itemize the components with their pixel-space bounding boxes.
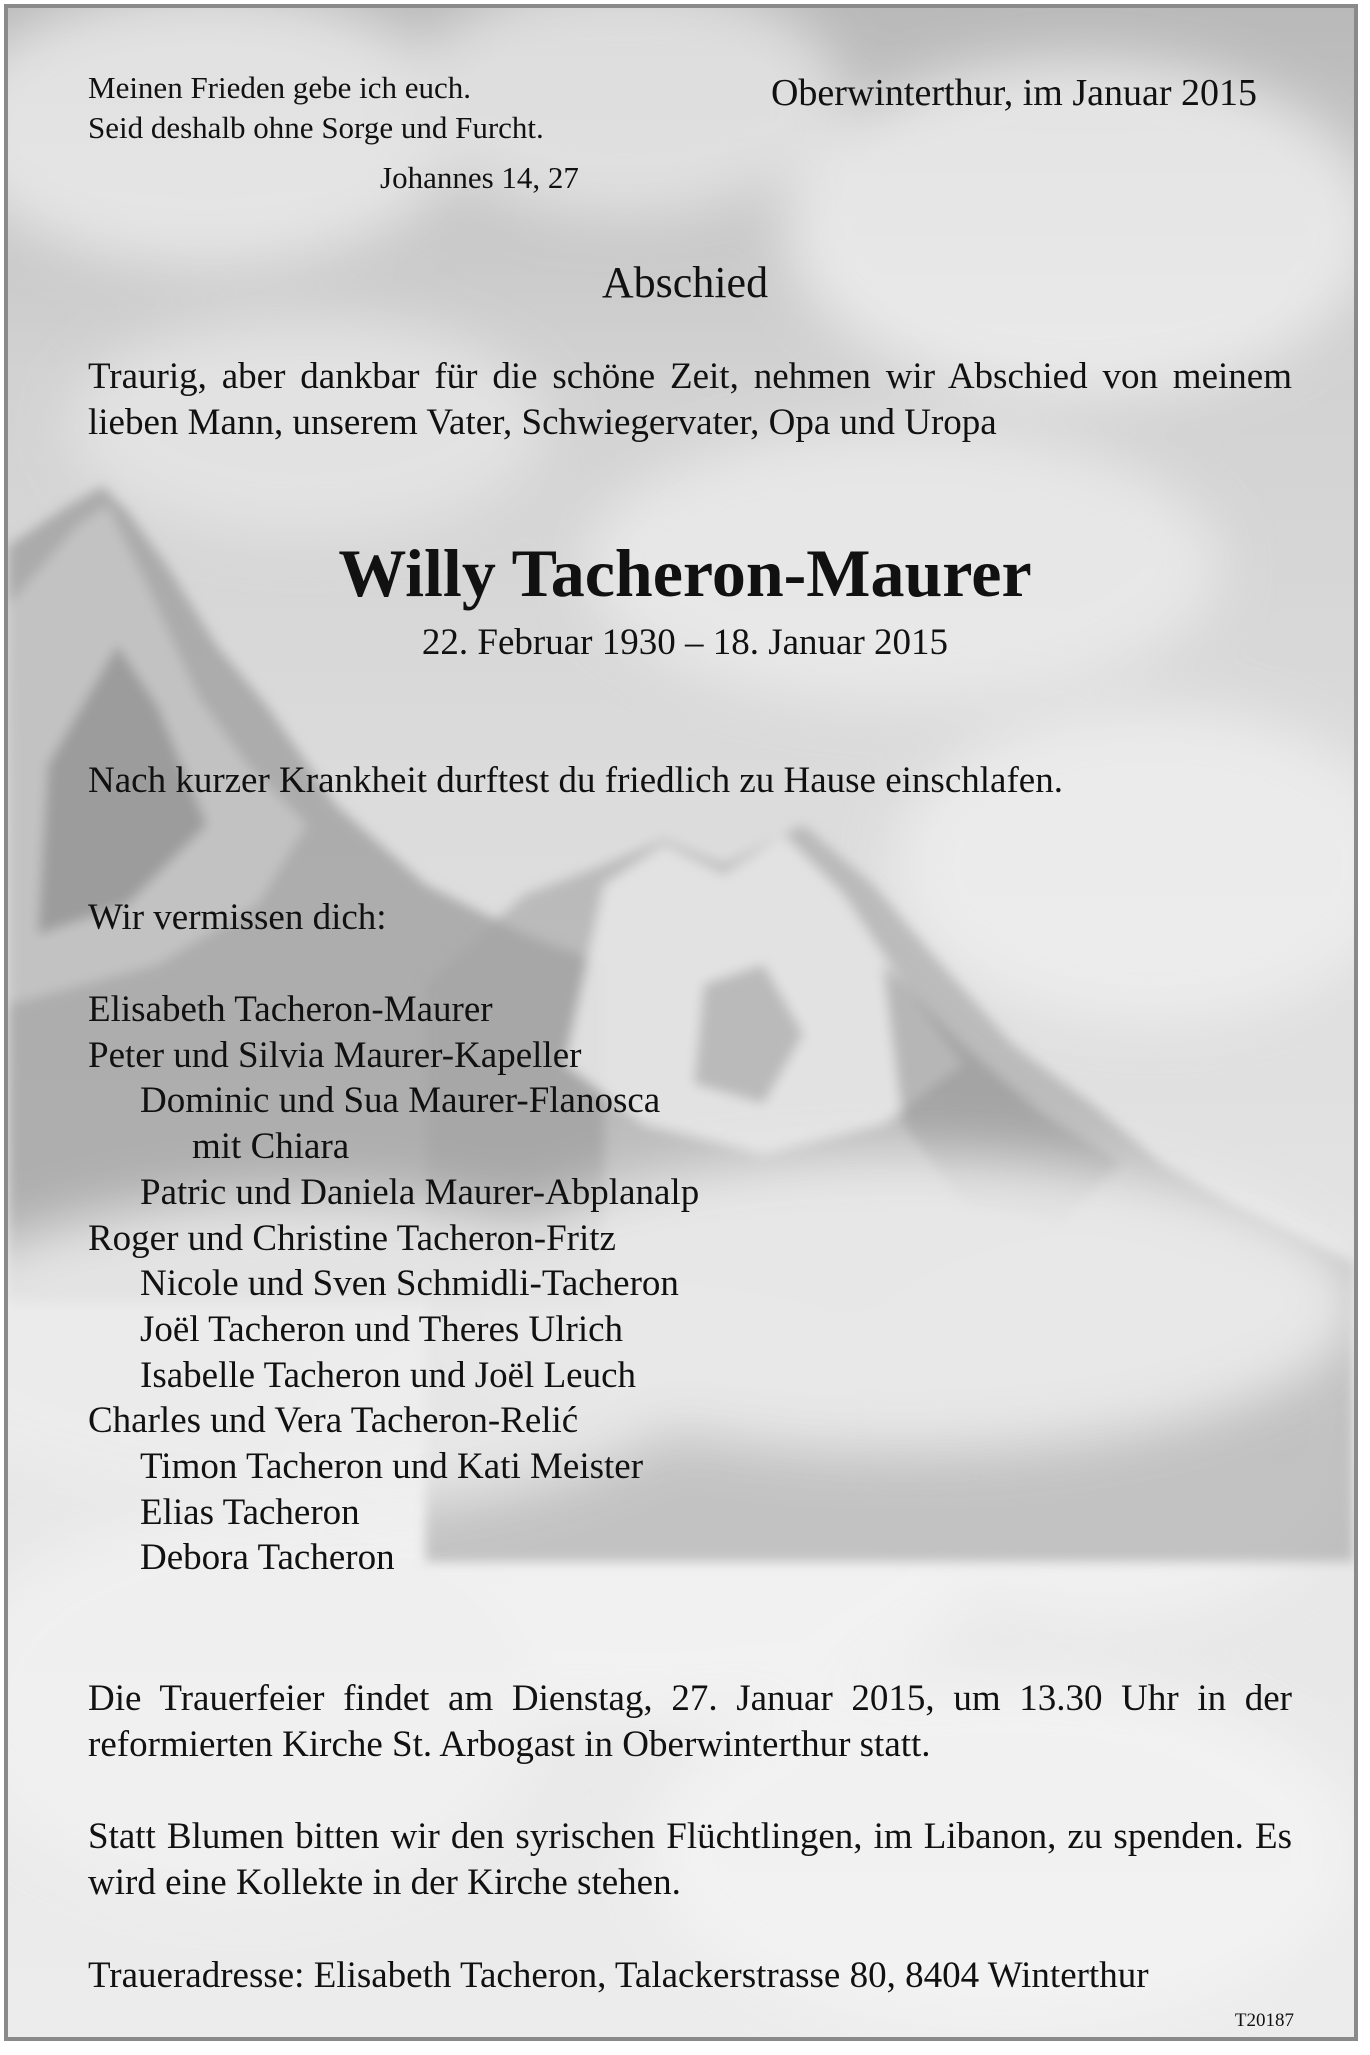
mourner-item: Charles und Vera Tacheron-Relić [88, 1400, 579, 1442]
donation-text: Statt Blumen bitten wir den syrischen Flüchtlingen, im Libanon, zu spenden. Es wird eine Kollekte in der Kirche stehen. [88, 1816, 1292, 1903]
mourner-item: Dominic und Sua Maurer-Flanosca [140, 1080, 661, 1122]
verse-reference: Johannes 14, 27 [380, 160, 579, 195]
farewell-heading: Abschied [601, 258, 769, 307]
motto-quote [88, 68, 544, 148]
intro-paragraph: Traurig, aber dankbar für die schöne Zeit, nehmen wir Abschied von meinem lieben Mann, unserem Vater, Schwiegervater, Opa und Uropa [88, 356, 1292, 443]
life-dates: 22. Februar 1930 – 18. Januar 2015 [421, 622, 949, 663]
mourner-item: Isabelle Tacheron und Joël Leuch [140, 1354, 637, 1396]
funeral-service-text: Die Trauerfeier findet am Dienstag, 27. Januar 2015, um 13.30 Uhr in der reformierten Kirche St. Arbogast in Oberwinterthur statt. [88, 1678, 1292, 1765]
mourner-item: Patric und Daniela Maurer-Abplanalp [140, 1171, 700, 1213]
mourner-item: Timon Tacheron und Kati Meister [140, 1446, 644, 1488]
mourners-intro: Wir vermissen dich: [88, 897, 387, 938]
mourner-item: Joël Tacheron und Theres Ulrich [140, 1308, 624, 1350]
motto-line-1: Meinen Frieden gebe ich euch. [88, 70, 472, 105]
mourner-item: Elias Tacheron [140, 1491, 360, 1533]
mourning-address: Traueradresse: Elisabeth Tacheron, Talackerstrasse 80, 8404 Winterthur [88, 1955, 1149, 1996]
obituary-notice [4, 4, 1358, 2041]
reference-code: T20187 [1234, 2010, 1294, 2031]
mourner-item: Peter und Silvia Maurer-Kapeller [88, 1034, 582, 1076]
motto-line-2: Seid deshalb ohne Sorge und Furcht. [88, 110, 544, 145]
mourner-item: Elisabeth Tacheron-Maurer [88, 989, 493, 1030]
passing-text: Nach kurzer Krankheit durftest du friedlich zu Hause einschlafen. [88, 760, 1063, 801]
mourner-item: Debora Tacheron [140, 1537, 395, 1579]
mourners-list [88, 987, 699, 1581]
mourner-item: Roger und Christine Tacheron-Fritz [88, 1217, 616, 1259]
mourner-item: mit Chiara [192, 1126, 350, 1168]
place-date: Oberwinterthur, im Januar 2015 [770, 72, 1257, 114]
deceased-name: Willy Tacheron-Maurer [338, 535, 1032, 611]
mourner-item: Nicole und Sven Schmidli-Tacheron [140, 1263, 679, 1305]
